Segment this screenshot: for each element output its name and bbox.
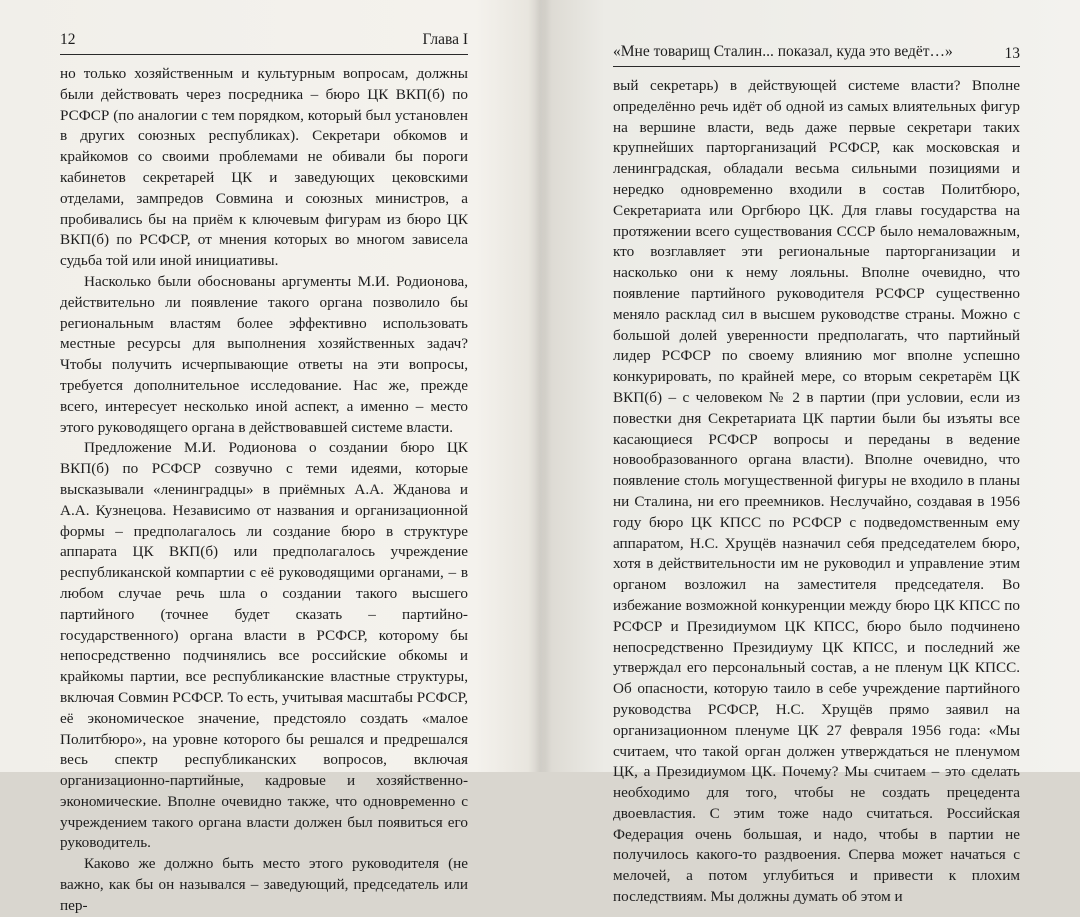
left-running-header (60, 31, 468, 53)
right-header-rule (613, 66, 1020, 67)
left-header-rule (60, 54, 468, 55)
left-page (0, 0, 540, 914)
paragraph: но только хозяйственным и культурным вопросам, должны были действовать через посредника – бюро ЦК ВКП(б) по РСФСР (по аналогии с тем порядком, который был установлен в других союзных республиках). Секретари обкомов и крайкомов со своими проблемами не обивали бы пороги кабинетов секретарей ЦК и заведующих цековскими отделами, зампредов Совмина и союзных министров, а пробивались бы на приём к ключевым фигурам из бюро ЦК ВКП(б) по РСФСР, от мнения которых во многом зависела судьба той или иной инициативы. (60, 65, 468, 270)
paragraph: Каково же должно быть место этого руководителя (не важно, как бы он назывался – заведующий, председатель или пер- (60, 855, 468, 914)
right-running-header (613, 31, 1020, 62)
left-page-number: 12 (60, 31, 76, 48)
right-page-number: 13 (1004, 45, 1020, 62)
right-page-body (613, 76, 1020, 908)
right-running-head-title: «Мне товарищ Сталин... показал, куда это ведёт…» (613, 43, 953, 60)
paragraph: Насколько были обоснованы аргументы М.И. Родионова, действительно ли появление такого органа позволило бы региональным властям более эффективно использовать местные ресурсы для выполнения хозяйственных задач? Чтобы получить исчерпывающие ответы на эти вопросы, требуется дополнительное исследование. Нас же, прежде всего, интересует несколько иной аспект, а именно – место этого руководящего органа в действовавшей системе власти. (60, 272, 468, 436)
left-running-head-title: Глава I (422, 31, 468, 48)
paragraph: Предложение М.И. Родионова о создании бюро ЦК ВКП(б) по РСФСР созвучно с теми идеями, которые высказывали «ленинградцы» в приёмных А.А. Жданова и А.А. Кузнецова. Независимо от названия и организационной формы – предполагалось ли создание бюро в структуре аппарата ЦК ВКП(б) или предполагалось учреждение республиканской компартии с её руководящими органами, – в любом случае речь шла о создании такого высшего партийного (точнее будет сказать – партийно-государственного) органа власти в РСФСР, которому бы непосредственно подчинялись все российские обкомы и крайкомы партии, все республиканские властные структуры, включая Совмин РСФСР. То есть, учитывая масштабы РСФСР, её экономическое значение, предстояло создать «малое Политбюро», на уровне которого бы решался и предрешался весь спектр республиканских вопросов, включая организационно-партийные, кадровые и хозяйственно-экономические. Вполне очевидно также, что одновременно с учреждением такого органа власти должен был появиться его руководитель. (60, 439, 468, 852)
right-page (540, 0, 1080, 906)
paragraph: вый секретарь) в действующей системе власти? Вполне определённо речь идёт об одной из самых влиятельных фигур на вершине власти, ведь даже первые секретари таких крупнейших парторганизаций РСФСР, как московская и ленинградская, обладали весьма сильными позициями и нередко одновременно входили в состав Политбюро, Секретариата или Оргбюро ЦК. Для главы государства на протяжении всего существования СССР было немаловажным, кто возглавляет эти региональные парторганизации и насколько они к нему лояльны. Вполне очевидно, что появление партийного руководителя РСФСР существенно меняло расклад сил в высшем руководстве страны. Можно с большой долей уверенности предполагать, что партийный лидер РСФСР по своему влиянию мог вполне успешно конкурировать, по крайней мере, со вторым секретарём ЦК ВКП(б) – с человеком № 2 в партии (при условии, если из повестки дня Секретариата ЦК партии были бы изъяты все касающиеся РСФСР вопросы и переданы в ведение новообразованного органа власти). Вполне очевидно, что появление столь могущественной фигуры не входило в планы ни Сталина, ни его преемников. Неслучайно, создавая в 1956 году бюро ЦК КПСС по РСФСР с подведомственным ему аппаратом, Н.С. Хрущёв назначил себя председателем бюро, хотя в действительности им не руководил и управление этим органом возложил на заместителя председателя. Во избежание возможной конкуренции между бюро ЦК КПСС по РСФСР и Президиумом ЦК КПСС, бюро было подчинено непосредственно Президиуму ЦК КПСС, и последний же утверждал его персональный состав, а не пленум ЦК КПСС. Об опасности, которую таило в себе учреждение партийного руководства РСФСР, Н.С. Хрущёв прямо заявил на организационном пленуме ЦК 27 февраля 1956 года: «Мы считаем, что такой орган должен утверждаться не пленумом ЦК, а Президиумом ЦК. Почему? Мы считаем – это сделать необходимо для того, чтобы не создать прецедента двоевластия. С этим тоже надо считаться. Российская Федерация очень большая, и надо, чтобы в партии не получилось какого-то раздвоения. Сперва может начаться с мелочей, а потом углубиться и привести к плохим последствиям. Мы должны думать об этом и (613, 77, 1020, 906)
left-page-body (60, 64, 468, 917)
